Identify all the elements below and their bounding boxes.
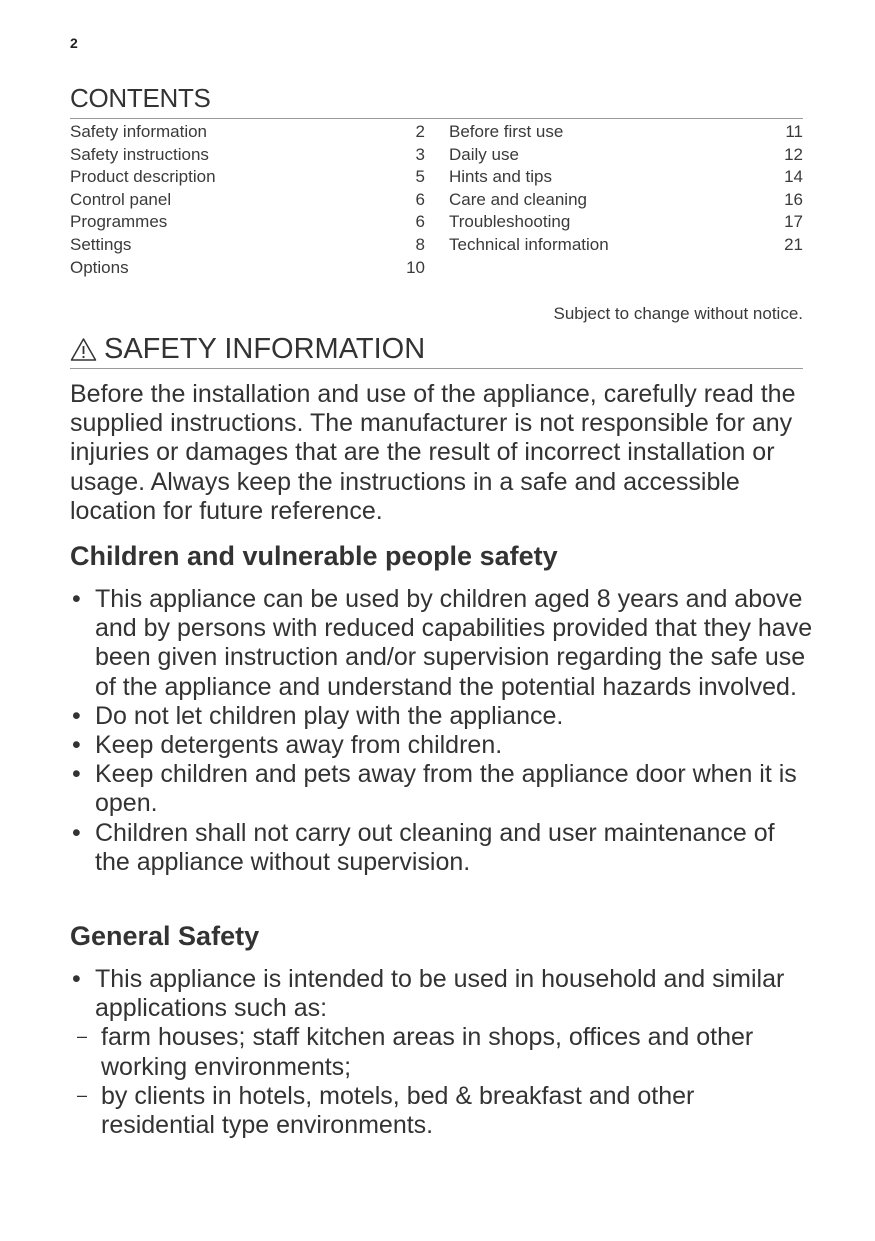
toc-item-page: 17 xyxy=(784,212,803,232)
sub-list xyxy=(77,1023,815,1140)
sub-list-item xyxy=(70,1082,815,1140)
change-notice: Subject to change without notice. xyxy=(553,304,803,323)
list-item-text: Do not let children play with the appliance. xyxy=(95,701,564,730)
list-item-text: Keep children and pets away from the appliance door when it is open. xyxy=(95,760,797,818)
toc-item-label: Safety information xyxy=(70,122,208,141)
general-safety-heading: General Safety xyxy=(70,921,260,951)
toc-item[interactable] xyxy=(449,189,803,212)
toc-item[interactable] xyxy=(70,234,425,257)
sub-list-item-text: by clients in hotels, motels, bed & breakfast and other residential type environments. xyxy=(101,1081,695,1140)
bullet-icon: • xyxy=(72,818,81,847)
toc-item-label: Safety instructions xyxy=(70,144,209,164)
contents-heading: CONTENTS xyxy=(70,83,211,113)
toc-item-label: Before first use xyxy=(449,122,564,141)
list-item xyxy=(70,731,815,760)
toc-item-label: Product description xyxy=(70,167,216,187)
toc-column-right xyxy=(449,121,803,257)
list-item-text: Keep detergents away from children. xyxy=(95,731,503,760)
toc-item-page: 10 xyxy=(406,257,425,277)
toc-column-left xyxy=(70,121,425,279)
list-item-text: This appliance is intended to be used in household and similar applications such as: xyxy=(95,965,785,1023)
sub-list-item xyxy=(70,1023,815,1081)
toc-item-label: Programmes xyxy=(70,212,168,232)
warning-icon xyxy=(70,337,97,362)
safety-heading xyxy=(70,333,425,366)
general-safety-list xyxy=(70,965,815,1140)
toc-item-label: Daily use xyxy=(449,144,519,164)
toc-item-page: 3 xyxy=(415,144,425,164)
toc-item[interactable] xyxy=(70,166,425,189)
toc-item-label: Care and cleaning xyxy=(449,189,587,209)
dash-icon: – xyxy=(77,1084,88,1105)
list-item xyxy=(70,819,815,877)
toc-item-page: 6 xyxy=(415,212,425,232)
dash-icon: – xyxy=(77,1026,88,1047)
list-item xyxy=(70,965,815,1140)
list-item-text: This appliance can be used by children aged 8 years and above and by persons with reduced capabilities provided that they have been given instruction and/or supervision regarding the safe use of the appliance and understand the potential hazards involved. xyxy=(95,585,813,701)
list-item xyxy=(70,585,815,702)
sub-list-item-text: farm houses; staff kitchen areas in shops, offices and other working environments; xyxy=(101,1023,754,1081)
toc-item-label: Troubleshooting xyxy=(449,212,571,232)
bullet-icon: • xyxy=(72,965,81,993)
toc-item[interactable] xyxy=(70,257,425,280)
toc-item-label: Technical information xyxy=(449,234,609,254)
toc-item-page: 14 xyxy=(784,167,803,187)
toc-item[interactable] xyxy=(449,144,803,167)
bullet-icon: • xyxy=(72,760,81,789)
page-number: 2 xyxy=(70,35,78,51)
toc-item-label: Hints and tips xyxy=(449,167,552,187)
divider xyxy=(70,368,803,369)
toc-item[interactable] xyxy=(70,211,425,234)
toc-item-page: 11 xyxy=(785,122,803,141)
toc-item[interactable] xyxy=(70,144,425,167)
toc-item-label: Options xyxy=(70,257,129,277)
toc-item-page: 21 xyxy=(784,234,803,254)
toc-item-label: Settings xyxy=(70,234,132,254)
toc-item-label: Control panel xyxy=(70,189,172,209)
list-item xyxy=(70,760,815,818)
toc-item[interactable] xyxy=(70,189,425,212)
toc-item[interactable] xyxy=(70,121,425,144)
toc-item-page: 12 xyxy=(784,144,803,164)
list-item xyxy=(70,702,815,731)
toc-item-page: 6 xyxy=(415,189,425,209)
toc-item[interactable] xyxy=(449,121,803,144)
children-safety-heading: Children and vulnerable people safety xyxy=(70,541,558,571)
toc-item-page: 5 xyxy=(415,167,425,187)
children-safety-list xyxy=(70,585,815,877)
divider xyxy=(70,118,803,119)
safety-intro: Before the installation and use of the appliance, carefully read the supplied instructions. The manufacturer is not responsible for any injuries or damages that are the result of incorrect installation or usage. Always keep the instructions in a safe and accessible location for future reference. xyxy=(70,380,796,525)
bullet-icon: • xyxy=(72,731,81,760)
toc-item[interactable] xyxy=(449,211,803,234)
bullet-icon: • xyxy=(72,701,81,730)
toc-item[interactable] xyxy=(449,166,803,189)
list-item-text: Children shall not carry out cleaning and user maintenance of the appliance without supervision. xyxy=(95,818,775,876)
toc-item-page: 16 xyxy=(784,189,803,209)
toc-item-page: 2 xyxy=(415,122,425,141)
safety-heading-text: SAFETY INFORMATION xyxy=(104,333,426,365)
bullet-icon: • xyxy=(72,585,81,613)
toc-item[interactable] xyxy=(449,234,803,257)
toc-item-page: 8 xyxy=(415,234,425,254)
